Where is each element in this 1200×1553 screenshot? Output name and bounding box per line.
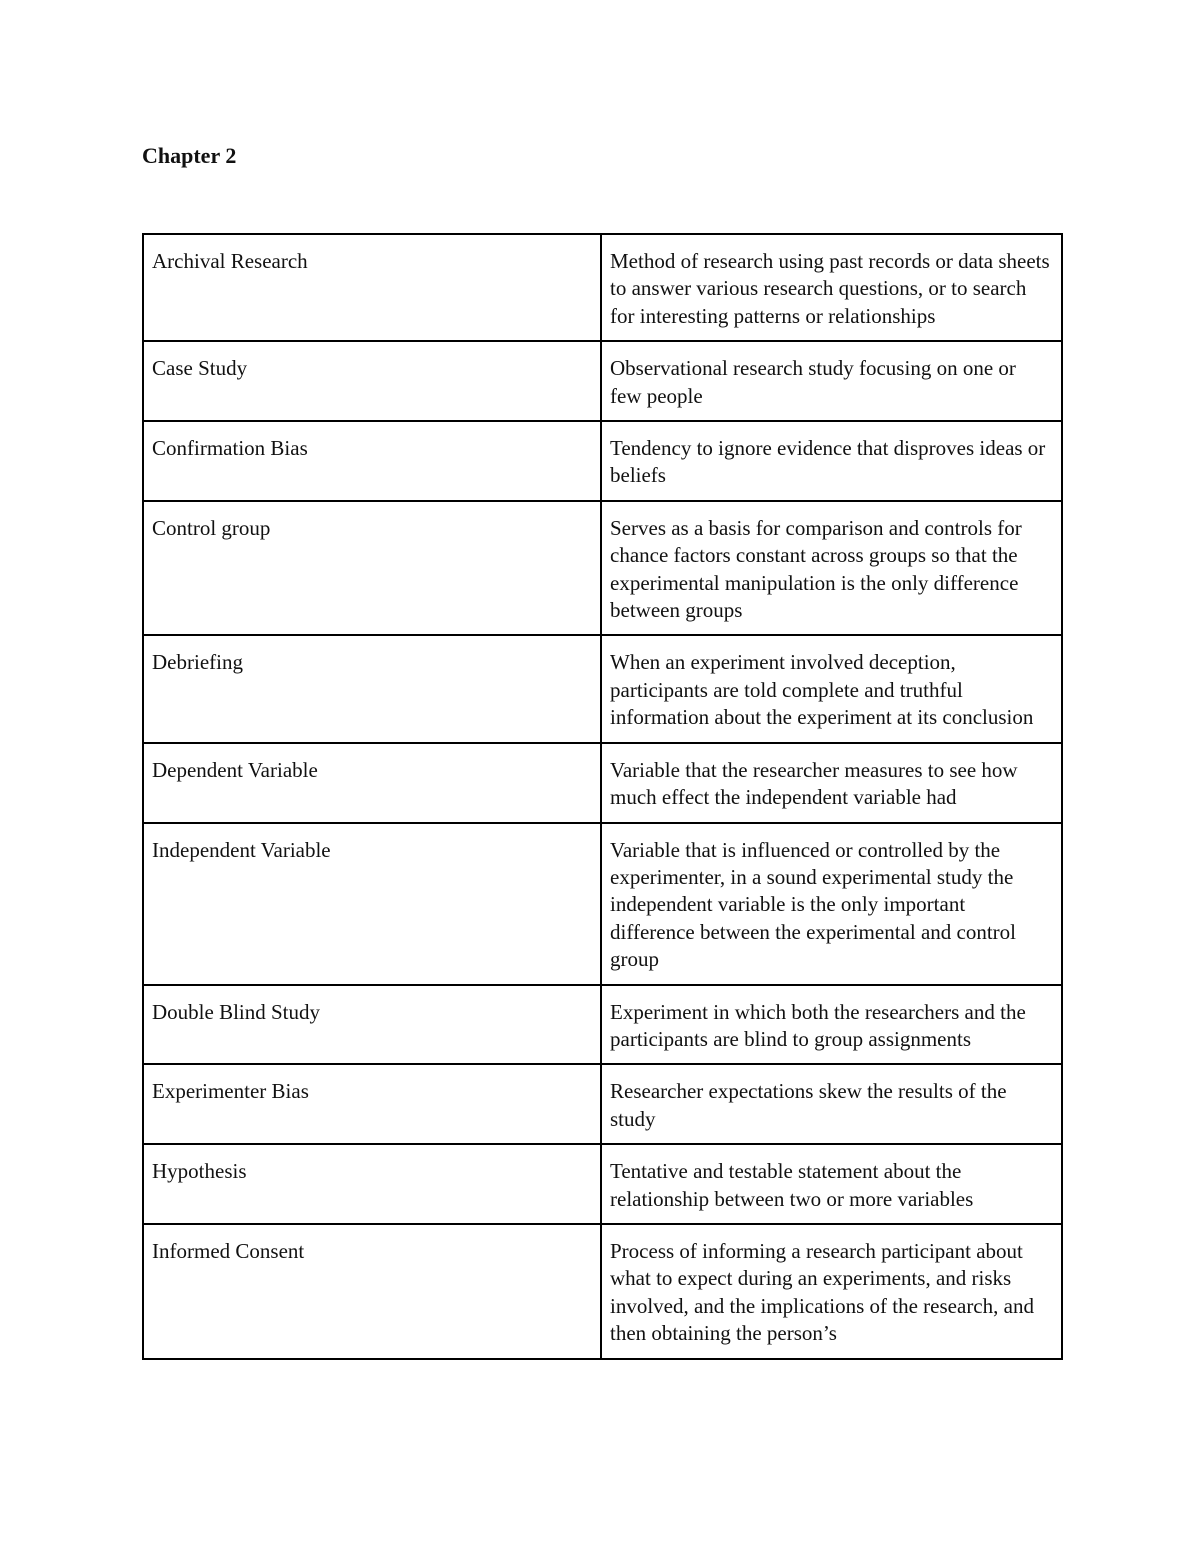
term-cell: Control group (143, 501, 601, 636)
table-row (143, 1064, 1062, 1144)
term-cell: Independent Variable (143, 823, 601, 985)
chapter-title: Chapter 2 (142, 143, 237, 168)
term-cell: Dependent Variable (143, 743, 601, 823)
definition-cell: Tendency to ignore evidence that disproves ideas or beliefs (601, 421, 1062, 501)
table-row (143, 1224, 1062, 1359)
term-cell: Case Study (143, 341, 601, 421)
definition-cell: Process of informing a research participant about what to expect during an experiments, and risks involved, and the implications of the research, and then obtaining the person’s (601, 1224, 1062, 1359)
table-row (143, 985, 1062, 1065)
definition-cell: Method of research using past records or data sheets to answer various research questions, or to search for interesting patterns or relationships (601, 234, 1062, 341)
term-cell: Archival Research (143, 234, 601, 341)
definition-cell: Experiment in which both the researchers and the participants are blind to group assignments (601, 985, 1062, 1065)
term-cell: Hypothesis (143, 1144, 601, 1224)
table-row (143, 421, 1062, 501)
table-row (143, 635, 1062, 742)
glossary-table (142, 233, 1063, 1360)
term-cell: Informed Consent (143, 1224, 601, 1359)
definition-cell: Variable that is influenced or controlled by the experimenter, in a sound experimental study the independent variable is the only important difference between the experimental and control group (601, 823, 1062, 985)
term-cell: Debriefing (143, 635, 601, 742)
definition-cell: Researcher expectations skew the results of the study (601, 1064, 1062, 1144)
definition-cell: Tentative and testable statement about the relationship between two or more variables (601, 1144, 1062, 1224)
definition-cell: Serves as a basis for comparison and controls for chance factors constant across groups so that the experimental manipulation is the only difference between groups (601, 501, 1062, 636)
table-row (143, 823, 1062, 985)
table-row (143, 501, 1062, 636)
term-cell: Experimenter Bias (143, 1064, 601, 1144)
table-row (143, 743, 1062, 823)
definition-cell: When an experiment involved deception, participants are told complete and truthful information about the experiment at its conclusion (601, 635, 1062, 742)
definition-cell: Variable that the researcher measures to see how much effect the independent variable had (601, 743, 1062, 823)
term-cell: Double Blind Study (143, 985, 601, 1065)
table-row (143, 234, 1062, 341)
definition-cell: Observational research study focusing on one or few people (601, 341, 1062, 421)
table-row (143, 341, 1062, 421)
table-row (143, 1144, 1062, 1224)
term-cell: Confirmation Bias (143, 421, 601, 501)
